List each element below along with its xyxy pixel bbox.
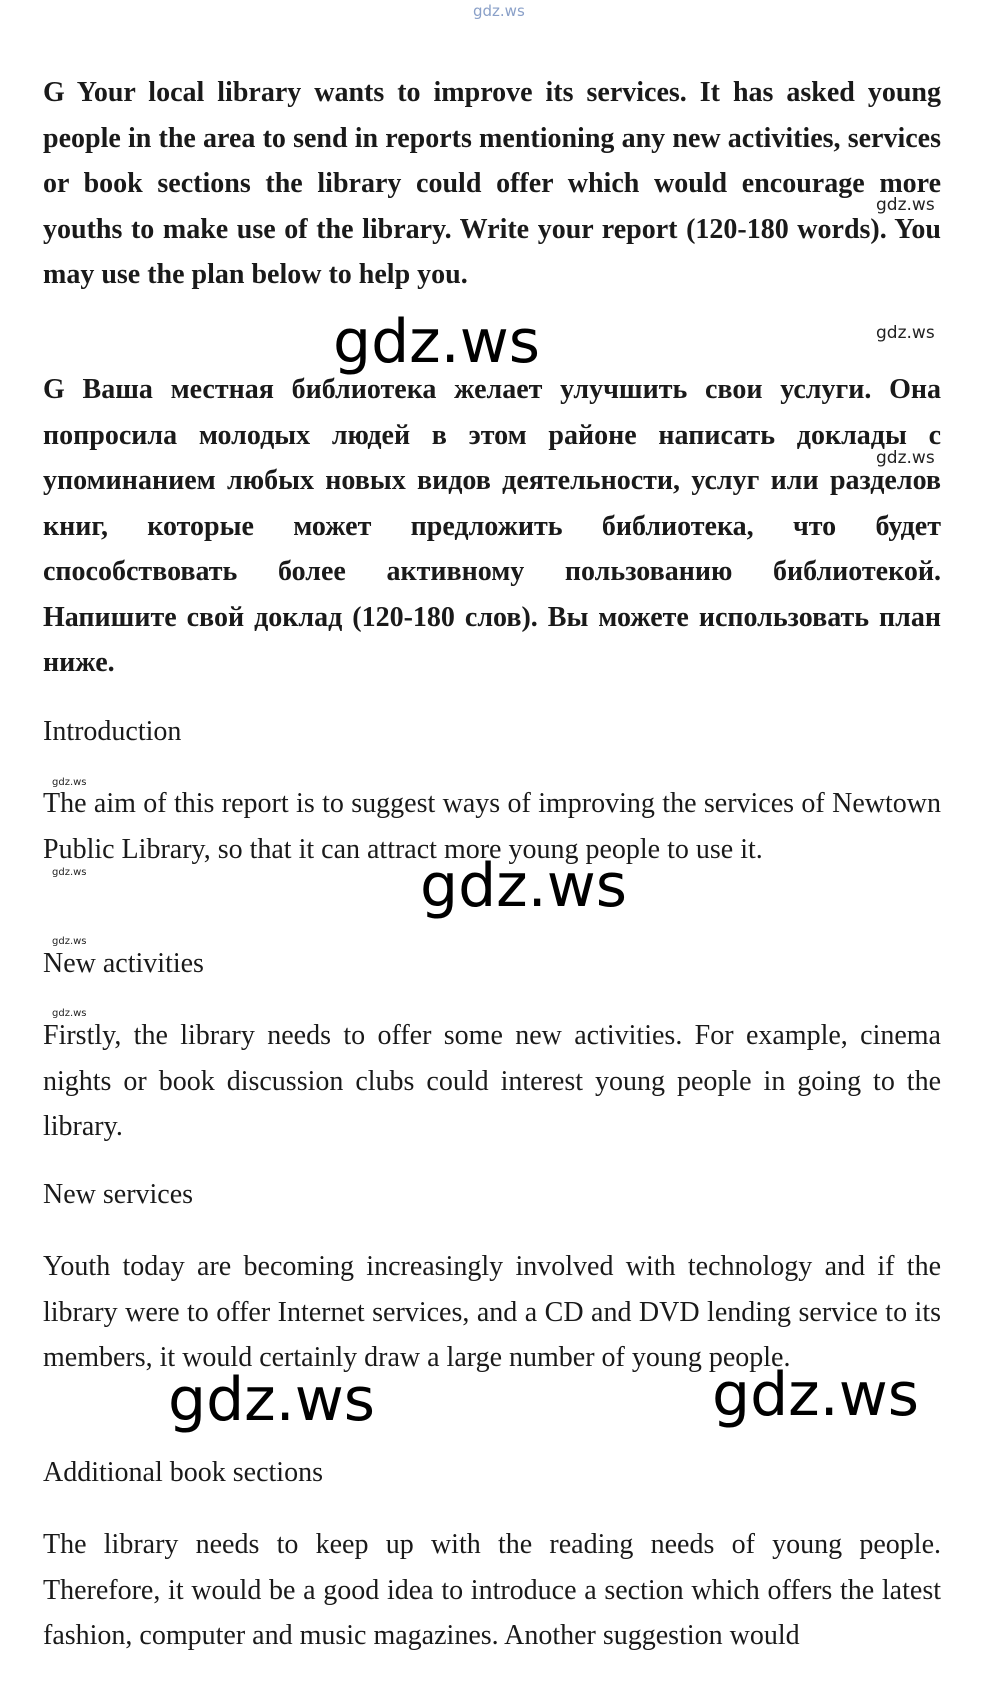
watermark-large: gdz.ws bbox=[333, 307, 541, 377]
watermark-small: gdz.ws bbox=[876, 195, 935, 215]
sections-text: The library needs to keep up with the reading needs of young people. Therefore, it would be a good idea to introduce a section which offers the latest fashion, computer and music magazines. Another suggestion would bbox=[43, 1529, 941, 1651]
introduction-text: The aim of this report is to suggest ways of improving the services of Newtown Public Library, so that it can attract more young people to use it. bbox=[43, 788, 941, 865]
watermark-small: gdz.ws bbox=[876, 448, 935, 468]
introduction-heading: Introduction bbox=[43, 716, 182, 747]
services-text: Youth today are becoming increasingly involved with technology and if the library were to offer Internet services, and a CD and DVD lending service to its members, it would certainly draw a large number of young people. bbox=[43, 1251, 941, 1373]
activities-heading: New activities bbox=[43, 948, 204, 979]
watermark-top: gdz.ws bbox=[473, 2, 525, 20]
watermark-large: gdz.ws bbox=[420, 851, 628, 921]
sections-heading: Additional book sections bbox=[43, 1457, 323, 1488]
activities-text: Firstly, the library needs to offer some new activities. For example, cinema nights or book discussion clubs could interest young people in going to the library. bbox=[43, 1020, 941, 1142]
watermark-tiny: gdz.ws bbox=[52, 867, 87, 878]
watermark-small: gdz.ws bbox=[876, 323, 935, 343]
task-russian: G Ваша местная библиотека желает улучшить свои услуги. Она попросила молодых людей в этом районе написать доклады с упоминанием любых новых видов деятельности, услуг или разделов книг, которые может предложить библиотека, что будет способствовать более активному пользованию библиотекой. Напишите свой доклад (120-180 слов). Вы можете использовать план ниже. bbox=[43, 374, 941, 678]
watermark-large: gdz.ws bbox=[712, 1360, 920, 1430]
watermark-large: gdz.ws bbox=[168, 1365, 376, 1435]
watermark-tiny: gdz.ws bbox=[52, 1008, 87, 1019]
watermark-tiny: gdz.ws bbox=[52, 936, 87, 947]
watermark-tiny: gdz.ws bbox=[52, 777, 87, 788]
services-heading: New services bbox=[43, 1179, 194, 1210]
task-english: G Your local library wants to improve its services. It has asked young people in the area to send in reports mentioning any new activities, services or book sections the library could offer which would encourage more youths to make use of the library. Write your report (120-180 words). You may use the plan below to help you. bbox=[43, 77, 941, 290]
